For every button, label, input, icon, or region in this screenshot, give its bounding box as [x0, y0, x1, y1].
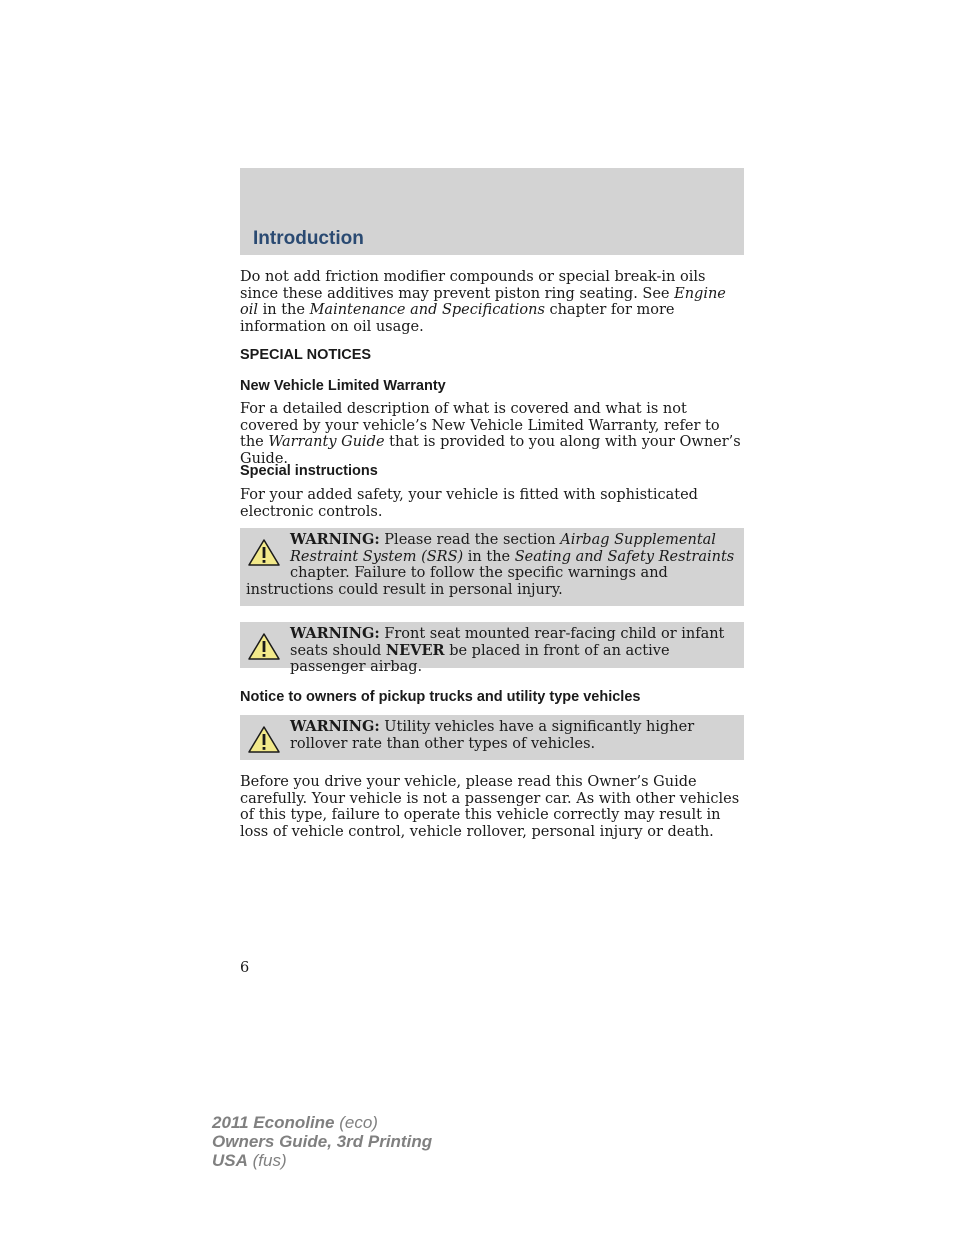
- document-footer: [212, 1113, 432, 1170]
- engine-oil-reference: Engine oil: [240, 285, 726, 318]
- seating-safety-reference: Seating and Safety Restraints: [514, 548, 735, 565]
- footer-line-1: 2011 Econoline (eco): [212, 1113, 378, 1132]
- warranty-guide-reference: Warranty Guide: [268, 434, 385, 450]
- intro-paragraph-block: [240, 269, 744, 335]
- footer-line-2: Owners Guide, 3rd Printing: [212, 1132, 433, 1151]
- chapter-title: Introduction: [253, 228, 364, 249]
- warning-box-child-seat: WARNING: Front seat mounted rear-facing child or infant seats should NEVER be placed in front of an active passenger airbag.: [240, 622, 744, 668]
- chapter-header-band: [240, 168, 744, 255]
- maintenance-reference: Maintenance and Specifications: [309, 302, 545, 318]
- intro-paragraph: Do not add friction modifier compounds or special break-in oils since these additives may prevent piston ring seating. See Engine oil in the Maintenance and Specifications chapter for more information on oil usage.: [240, 269, 726, 335]
- warning-label: WARNING:: [290, 531, 380, 548]
- never-emphasis: NEVER: [385, 641, 445, 659]
- warning-label: WARNING:: [290, 718, 380, 735]
- pickup-notice-heading: Notice to owners of pickup trucks and utility type vehicles: [240, 689, 641, 705]
- warning-triangle-icon: [247, 725, 281, 755]
- closing-paragraph: Before you drive your vehicle, please read this Owner’s Guide carefully. Your vehicle is not a passenger car. As with other vehicles of this type, failure to operate this vehicle correctly may result in loss of vehicle control, vehicle rollover, personal injury or death.: [240, 774, 740, 840]
- special-instructions-heading: Special instructions: [240, 463, 378, 479]
- warranty-heading: New Vehicle Limited Warranty: [240, 378, 446, 394]
- warning-box-airbag: WARNING: Please read the section Airbag Supplemental Restraint System (SRS) in the Seating and Safety Restraints chapter. Failure to follow the specific warnings and instructions could result in personal injury.: [240, 528, 744, 606]
- warning-triangle-icon: [247, 538, 281, 568]
- page-number: 6: [240, 960, 250, 976]
- special-notices-heading: SPECIAL NOTICES: [240, 347, 372, 363]
- warranty-paragraph: For a detailed description of what is covered and what is not covered by your vehicle’s New Vehicle Limited Warranty, refer to the Warranty Guide that is provided to you along with your Owner’s Guide.: [240, 401, 741, 467]
- footer-line-3: USA (fus): [212, 1151, 287, 1170]
- warning-box-rollover: WARNING: Utility vehicles have a significantly higher rollover rate than other types of vehicles.: [240, 715, 744, 760]
- warning-triangle-icon: [247, 632, 281, 662]
- special-instructions-paragraph: For your added safety, your vehicle is fitted with sophisticated electronic controls.: [240, 487, 698, 520]
- warning-label: WARNING:: [290, 625, 380, 642]
- airbag-srs-reference: Airbag Supplemental Restraint System (SRS): [290, 532, 716, 565]
